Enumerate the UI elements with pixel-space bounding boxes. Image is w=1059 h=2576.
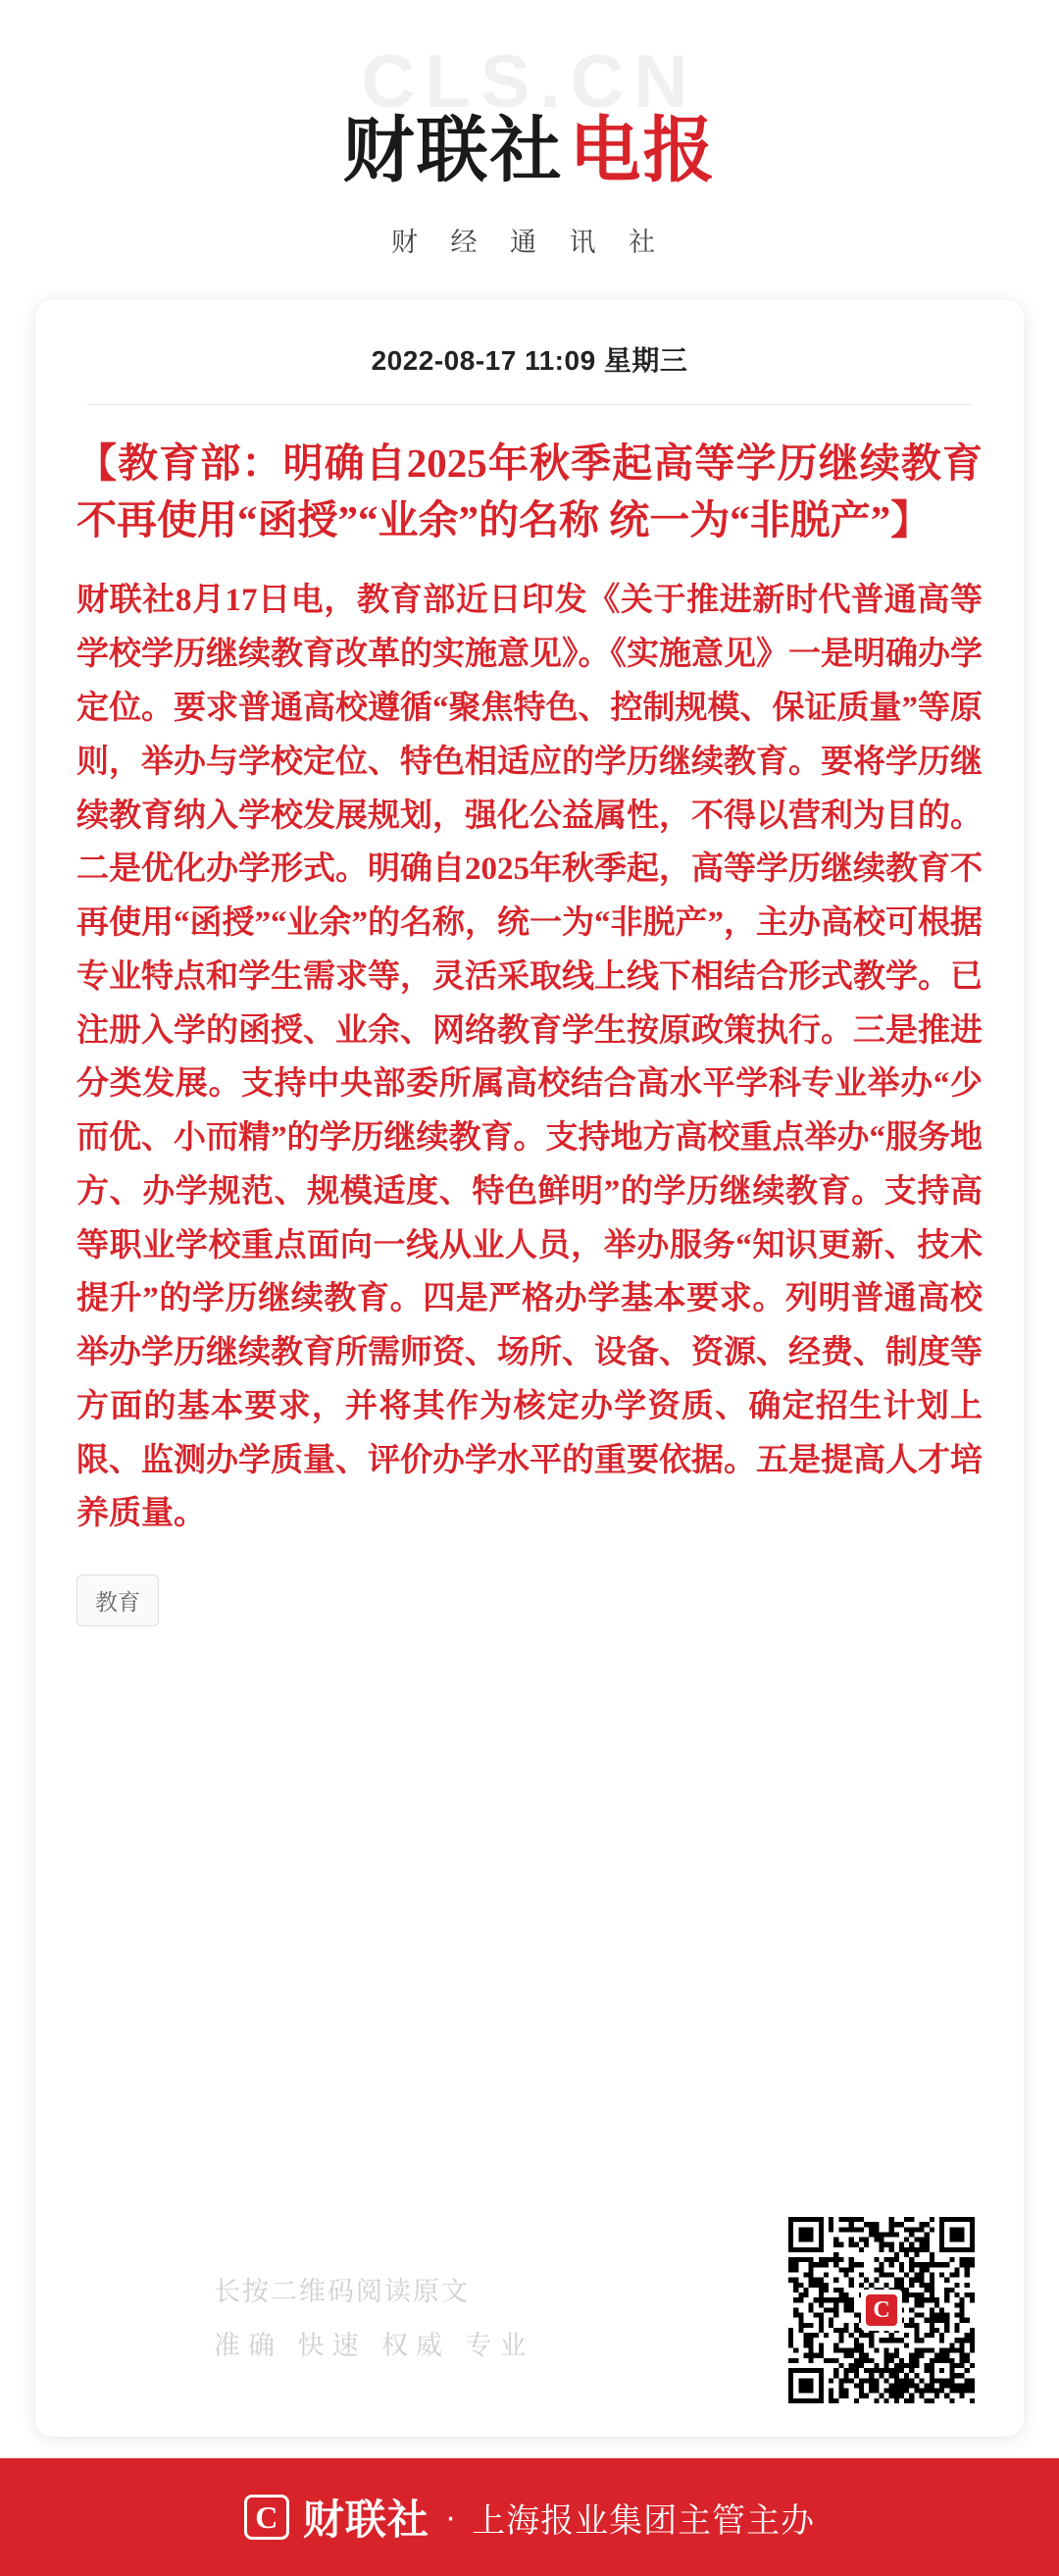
qr-hint-line-2: 准确 快速 权威 专业 [214, 2331, 534, 2360]
category-tag[interactable]: 教育 [76, 1574, 159, 1626]
bottom-brand-bar [0, 2458, 1059, 2576]
page-header [0, 0, 1059, 283]
qr-hint-block [76, 2270, 534, 2403]
logo-text-accent: 电报 [569, 111, 717, 190]
bottom-bar-subtitle: 上海报业集团主管主办 [472, 2501, 816, 2540]
qr-center-badge [861, 2290, 902, 2331]
tag-row [76, 1574, 983, 1626]
article-card-inner [35, 300, 1024, 2437]
bottom-bar-separator: · [444, 2498, 457, 2536]
card-footer [76, 2199, 983, 2437]
article-body: 财联社8月17日电，教育部近日印发《关于推进新时代普通高等学校学历继续教育改革的实施意见》。《实施意见》一是明确办学定位。要求普通高校遵循“聚焦特色、控制规模、保证质量”等原则，举办与学校定位、特色相适应的学历继续教育。要将学历继续教育纳入学校发展规划，强化公益属性，不得以营利为目的。二是优化办学形式。明确自2025年秋季起，高等学历继续教育不再使用“函授”“业余”的名称，统一为“非脱产”，主办高校可根据专业特点和学生需求等，灵活采取线上线下相结合形式教学。已注册入学的函授、业余、网络教育学生按原政策执行。三是推进分类发展。支持中央部委所属高校结合高水平学科专业举办“少而优、小而精”的学历继续教育。支持地方高校重点举办“服务地方、办学规范、规模适度、特色鲜明”的学历继续教育。支持高等职业学校重点面向一线从业人员，举办服务“知识更新、技术提升”的学历继续教育。四是严格办学基本要求。列明普通高校举办学历继续教育所需师资、场所、设备、资源、经费、制度等方面的基本要求，并将其作为核定办学资质、确定招生计划上限、监测办学质量、评价办学水平的重要依据。五是提高人才培养质量。 [76, 583, 983, 1532]
bottom-bar-brand: 财联社 [302, 2499, 429, 2544]
header-divider [86, 404, 973, 405]
qr-code[interactable] [788, 2217, 975, 2403]
bottom-bar-logo-icon: C [244, 2495, 289, 2540]
article-headline: 【教育部：明确自2025年秋季起高等学历继续教育不再使用“函授”“业余”的名称 统一为“非脱产”】 [76, 440, 983, 543]
article-timestamp: 2022-08-17 11:09 星期三 [371, 345, 688, 376]
qr-hint-line-1: 长按二维码阅读原文 [214, 2277, 470, 2306]
article-card [35, 300, 1024, 2437]
watermark-text: CLS.CN [361, 40, 698, 124]
brand-logo [0, 92, 1059, 195]
logo-text-primary: 财联社 [342, 111, 564, 190]
brand-slogan: 财 经 通 讯 社 [390, 228, 668, 257]
qr-center-letter: C [866, 2294, 897, 2326]
